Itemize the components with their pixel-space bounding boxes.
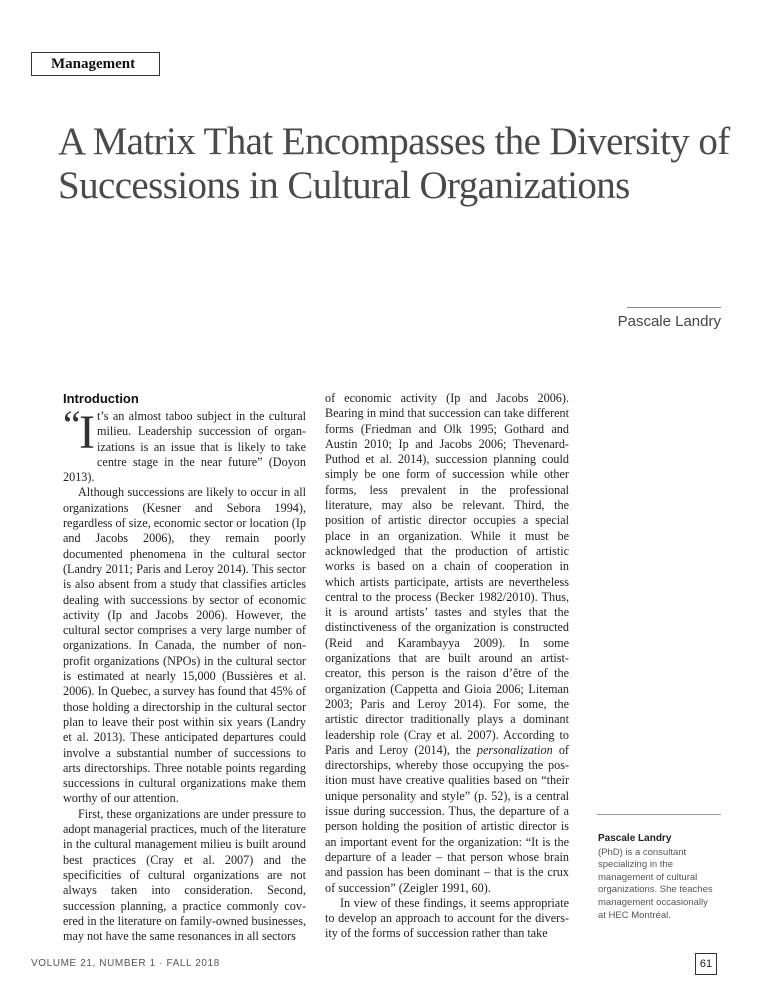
section-label: Management xyxy=(31,52,160,76)
paragraph-text: t’s an almost taboo subject in the cultural milieu. Leadership succession of organizations is an issue that is likely to take centre stage in the near future” (Doyon 2013). xyxy=(63,409,306,485)
author-rule xyxy=(627,307,721,308)
article-title xyxy=(58,120,738,208)
text-column-2 xyxy=(325,391,569,942)
paragraph: In view of these findings, it seems appropriate to develop an approach to account for the diversity of the forms of succession rather than take xyxy=(325,895,569,941)
article-title-line-1: A Matrix That Encompasses the Diversity of xyxy=(58,120,730,163)
paragraph: First, these organizations are under pressure to adopt managerial practices, much of the literature in the cultural management milieu is built around best practices (Cray et al. 2007) and the specificities of cultural organizations are not always taken into consideration. Second, succession planning, a practice commonly covered in the literature on family-owned businesses, may not have the same resonances in all sectors xyxy=(63,806,306,944)
sidebar-rule xyxy=(597,814,721,815)
author-bio-name: Pascale Landry xyxy=(598,833,672,844)
paragraph-text: of directorships, whereby those occupying the position must have creative qualities based on “their unique personality and style” (p. 52), is a central issue during succession. Thus, the departure of a person holding the position of artistic director is an important event for the organization: “It is the departure of a leader – that person whose brain and passion has been dominant – that is the crux of succession” (Zeigler 1991, 60). xyxy=(325,742,569,895)
section-heading: Introduction xyxy=(63,391,139,406)
page-number: 61 xyxy=(695,953,717,975)
author-name: Pascale Landry xyxy=(617,313,721,330)
quote-mark-icon: “ xyxy=(63,402,81,447)
drop-cap xyxy=(63,402,97,459)
emphasis-text: personalization xyxy=(476,742,553,757)
paragraph-text: of economic activity (Ip and Jacobs 2006). Bearing in mind that succession can take different forms (Friedman and Olk 1995; Gothard and Austin 2010; Ip and Jacobs 2006; Thevenard-Puthod et al. 2014), succession planning could simply be one form of succession while other forms, less prevalent in the professional literature, may also be relevant. Third, the position of artistic director occupies a special place in an organization. While it must be acknowledged that the production of artistic works is based on a chain of cooperation in which artists participate, artists are nevertheless central to the process (Becker 1982/2010). Thus, it is around artists’ tastes and styles that the distinctiveness of the organization is constructed (Reid and Karambayya 2009). In some organizations that are built around an artist-creator, this person is the raison d’être of the organization (Cappetta and Gioia 2006; Liteman 2003; Paris and Leroy 2014). For some, the artistic director traditionally plays a dominant leadership role (Cray et al. 2007). According to Paris and Leroy (2014), the xyxy=(325,391,569,757)
paragraph xyxy=(325,391,569,896)
issue-info: VOLUME 21, NUMBER 1 · FALL 2018 xyxy=(31,958,220,969)
paragraph: Although successions are likely to occur in all organizations (Kesner and Sebora 1994), regardless of size, economic sector or location (Ip and Jacobs 2006), they remain poorly documented phenomena in the cultural sector (Landry 2011; Paris and Leroy 2014). This sector is also absent from a study that classifies articles dealing with successions by sector of economic activity (Ip and Jacobs 2006). However, the cultural sector comprises a very large number of organizations. In Canada, the number of non-profit organizations (NPOs) in the cultural sector is estimated at nearly 15,000 (Bussières et al. 2006). In Quebec, a survey has found that 45% of those holding a directorship in the cultural sector plan to leave their post within six years (Landry et al. 2013). These anticipated departures could involve a substantial number of successions to arts directorships. Three notable points regarding successions in cultural organizations make them worthy of our attention. xyxy=(63,485,306,806)
author-bio-text: (PhD) is a consultant specializing in the management of cultural organizations. She teaches management occasionally at HEC Montréal. xyxy=(598,846,713,921)
article-title-line-2: Successions in Cultural Organizations xyxy=(58,164,630,207)
text-column-1 xyxy=(63,391,306,944)
drop-cap-letter: I xyxy=(79,406,95,459)
author-bio xyxy=(598,833,716,922)
paragraph xyxy=(63,402,306,485)
